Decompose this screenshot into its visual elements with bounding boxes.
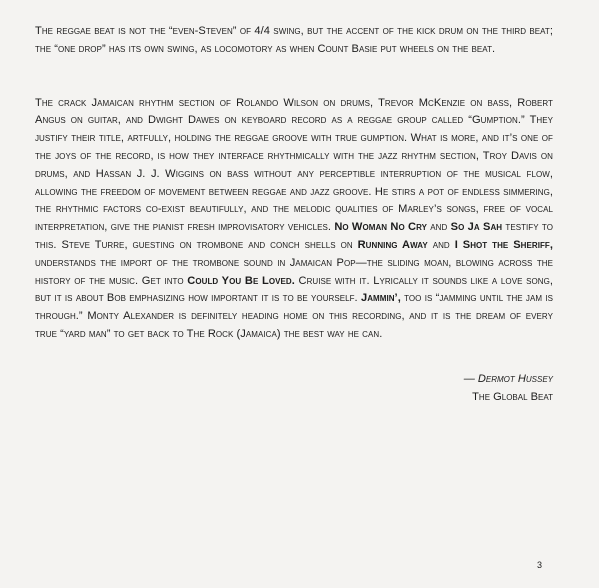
body-text: Cruise with it. Lyrically it sounds like a love song, but it is about Bob emphasizing how important it is to be yourself. bbox=[35, 274, 554, 305]
body-text: and bbox=[430, 221, 448, 234]
paragraph-gap bbox=[35, 77, 553, 95]
paragraph-gap bbox=[35, 59, 553, 77]
paragraph-reggae-beat: The reggae beat is not the “even-Steven” of 4/4 swing, but the accent of the kick drum on the third beat; the “one drop” has its own swing, as locomotory as when Count Basie put wheels on the beat. bbox=[35, 25, 553, 55]
body-text: testify to this. Steve Turre, guesting on trombone and conch shells on bbox=[35, 221, 553, 251]
body-text: The crack Jamaican rhythm section of Rolando Wilson on drums, Trevor McKenzie on bass, Robert Angus on guitar, and Dwight Dawes on keyboard record as a reggae group called “Gumption.” They justify their title, artfully, holding the reggae groove with true gumption. What is more, and it’s one of the joys of the record, is how they interface rhythmically with the jazz rhythm section, Troy Davis on drums, and Hassan J. J. Wiggins on bass without any perceptible interruption of the musical flow, allowing the freedom of movement between reggae and jazz groove. He stirs a pot of endless simmering, the rhythmic factors co-exist beautifully, and the melodic qualities of Marley’s songs, free of vocal interpretation, give the pianist fresh improvisatory vehicles. bbox=[35, 96, 553, 234]
song-title-could-you-be-loved: Could You Be Loved. bbox=[187, 274, 295, 287]
body-text: too is “jamming until the jam is through.” Monty Alexander is definitely heading home on this recording, and it is the dream of every true “yard man” to get back to The Rock (Jamaica) the best way he can. bbox=[35, 292, 554, 340]
song-title-i-shot-the-sheriff: I Shot the Sheriff, bbox=[454, 238, 554, 251]
signature bbox=[464, 371, 553, 407]
page-number: 3 bbox=[537, 560, 543, 570]
body-text: and bbox=[432, 238, 450, 251]
liner-notes-page bbox=[35, 23, 554, 403]
paragraph-rhythm-section bbox=[35, 95, 553, 344]
song-title-so-ja-sah: So Ja Sah bbox=[450, 221, 503, 234]
song-title-jammin: Jammin’, bbox=[360, 292, 401, 305]
signature-author: — Dermot Hussey bbox=[463, 373, 553, 385]
body-text: understands the import of the trombone sound in Jamaican Pop—the sliding moan, blowing across the history of the music. Get into bbox=[35, 256, 553, 287]
song-title-running-away: Running Away bbox=[357, 238, 428, 251]
song-title-no-woman-no-cry: No Woman No Cry bbox=[334, 221, 427, 234]
signature-publication: The Global Beat bbox=[472, 390, 553, 403]
